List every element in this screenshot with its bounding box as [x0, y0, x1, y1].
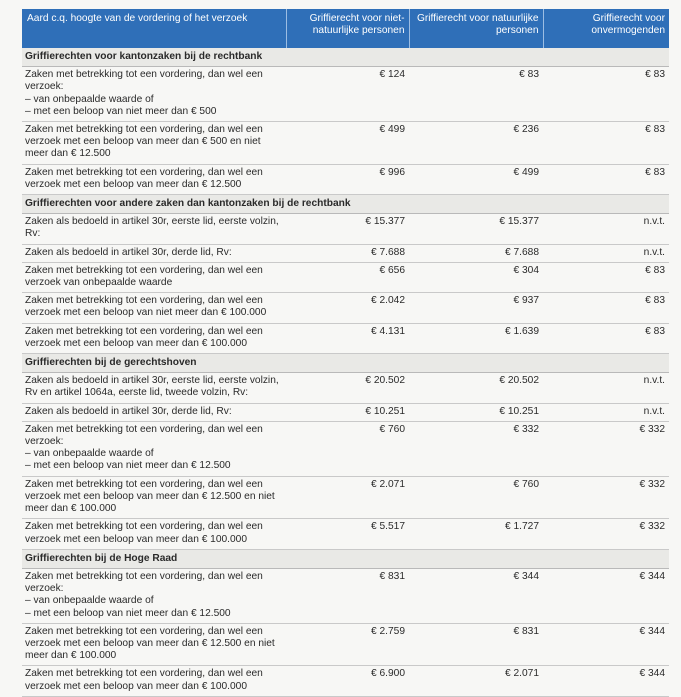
table-row: [22, 214, 669, 244]
description-line: Zaken met betrekking tot een vordering, dan wel een verzoek met een beloop van meer dan € 100.000: [25, 668, 263, 692]
table-row: [22, 323, 669, 353]
table-row: [22, 568, 669, 623]
row-description: [22, 623, 286, 666]
fee-natural-persons: € 2.071: [409, 666, 543, 696]
fee-natural-persons: € 760: [409, 476, 543, 519]
row-description: [22, 214, 286, 244]
description-line: – met een beloop van niet meer dan € 12.500: [25, 607, 231, 619]
section-title: Griffierechten voor andere zaken dan kantonzaken bij de rechtbank: [22, 195, 669, 214]
table-row: [22, 262, 669, 292]
row-description: [22, 373, 286, 403]
section-header: [22, 195, 669, 214]
table-row: [22, 403, 669, 421]
fee-non-natural-persons: € 2.042: [286, 293, 409, 323]
fee-indigent: € 83: [543, 293, 669, 323]
section-title: Griffierechten bij de Hoge Raad: [22, 549, 669, 568]
section-header: [22, 549, 669, 568]
row-description: [22, 476, 286, 519]
fee-natural-persons: € 83: [409, 67, 543, 122]
fee-indigent: € 344: [543, 623, 669, 666]
fee-indigent: € 332: [543, 519, 669, 549]
fee-non-natural-persons: € 7.688: [286, 244, 409, 262]
table-row: [22, 421, 669, 476]
description-line: – van onbepaalde waarde of: [25, 93, 154, 105]
row-description: [22, 262, 286, 292]
fee-non-natural-persons: € 656: [286, 262, 409, 292]
section-header: [22, 48, 669, 67]
fee-non-natural-persons: € 4.131: [286, 323, 409, 353]
table-row: [22, 244, 669, 262]
fee-non-natural-persons: € 6.900: [286, 666, 409, 696]
row-description: [22, 666, 286, 696]
fee-indigent: n.v.t.: [543, 244, 669, 262]
fee-non-natural-persons: € 499: [286, 122, 409, 165]
fee-non-natural-persons: € 760: [286, 421, 409, 476]
header-claim-type: Aard c.q. hoogte van de vordering of het verzoek: [22, 9, 286, 48]
description-line: Zaken met betrekking tot een vordering, dan wel een verzoek met een beloop van meer dan € 12.500 en niet meer dan € 100.000: [25, 625, 275, 662]
fee-non-natural-persons: € 2.759: [286, 623, 409, 666]
row-description: [22, 519, 286, 549]
table-row: [22, 519, 669, 549]
fee-indigent: € 83: [543, 67, 669, 122]
description-line: – van onbepaalde waarde of: [25, 448, 154, 460]
fee-natural-persons: € 304: [409, 262, 543, 292]
fee-non-natural-persons: € 5.517: [286, 519, 409, 549]
row-description: [22, 403, 286, 421]
court-fees-table: [22, 9, 669, 697]
description-line: Zaken als bedoeld in artikel 30r, derde lid, Rv:: [25, 405, 232, 417]
table-row: [22, 623, 669, 666]
table-row: [22, 164, 669, 194]
description-line: Zaken met betrekking tot een vordering, dan wel een verzoek met een beloop van meer dan € 12.500: [25, 166, 263, 190]
header-fee-indigent: Griffierecht voor onvermogenden: [543, 9, 669, 48]
fee-indigent: n.v.t.: [543, 214, 669, 244]
fee-natural-persons: € 7.688: [409, 244, 543, 262]
description-line: Zaken met betrekking tot een vordering, dan wel een verzoek met een beloop van meer dan € 100.000: [25, 521, 263, 545]
fee-indigent: € 344: [543, 568, 669, 623]
fee-natural-persons: € 236: [409, 122, 543, 165]
header-fee-natural-persons: Griffierecht voor natuurlijke personen: [409, 9, 543, 48]
table-body: [22, 48, 669, 696]
fee-indigent: € 332: [543, 476, 669, 519]
fee-natural-persons: € 937: [409, 293, 543, 323]
row-description: [22, 293, 286, 323]
description-line: Zaken met betrekking tot een vordering, dan wel een verzoek:: [25, 69, 263, 93]
description-line: Zaken met betrekking tot een vordering, dan wel een verzoek met een beloop van meer dan € 500 en niet meer dan € 12.500: [25, 124, 263, 160]
fee-non-natural-persons: € 10.251: [286, 403, 409, 421]
section-title: Griffierechten bij de gerechtshoven: [22, 354, 669, 373]
table-row: [22, 293, 669, 323]
fee-indigent: € 83: [543, 164, 669, 194]
fee-natural-persons: € 344: [409, 568, 543, 623]
fee-non-natural-persons: € 831: [286, 568, 409, 623]
fee-indigent: € 83: [543, 122, 669, 165]
fee-natural-persons: € 332: [409, 421, 543, 476]
fee-indigent: n.v.t.: [543, 373, 669, 403]
fee-natural-persons: € 831: [409, 623, 543, 666]
description-line: – van onbepaalde waarde of: [25, 595, 154, 607]
row-description: [22, 67, 286, 122]
fee-natural-persons: € 10.251: [409, 403, 543, 421]
fee-indigent: € 332: [543, 421, 669, 476]
fee-non-natural-persons: € 124: [286, 67, 409, 122]
description-line: Zaken als bedoeld in artikel 30r, derde lid, Rv:: [25, 246, 232, 258]
description-line: Zaken met betrekking tot een vordering, dan wel een verzoek met een beloop van niet meer dan € 100.000: [25, 295, 267, 319]
row-description: [22, 122, 286, 165]
description-line: – met een beloop van niet meer dan € 12.500: [25, 460, 231, 472]
description-line: Zaken met betrekking tot een vordering, dan wel een verzoek met een beloop van meer dan € 12.500 en niet meer dan € 100.000: [25, 478, 275, 515]
fee-non-natural-persons: € 20.502: [286, 373, 409, 403]
fee-natural-persons: € 499: [409, 164, 543, 194]
description-line: Zaken met betrekking tot een vordering, dan wel een verzoek:: [25, 423, 263, 448]
table-row: [22, 373, 669, 403]
row-description: [22, 568, 286, 623]
row-description: [22, 244, 286, 262]
table-row: [22, 476, 669, 519]
table-row: [22, 666, 669, 696]
table-header: [22, 9, 669, 48]
section-header: [22, 354, 669, 373]
fee-indigent: n.v.t.: [543, 403, 669, 421]
header-fee-non-natural-persons: Griffierecht voor niet-natuurlijke personen: [286, 9, 409, 48]
description-line: Zaken als bedoeld in artikel 30r, eerste lid, eerste volzin, Rv en artikel 1064a, eerste lid, tweede volzin, Rv:: [25, 375, 279, 399]
fee-indigent: € 83: [543, 262, 669, 292]
fee-natural-persons: € 15.377: [409, 214, 543, 244]
description-line: Zaken met betrekking tot een vordering, dan wel een verzoek met een beloop van meer dan € 100.000: [25, 325, 263, 349]
description-line: – met een beloop van niet meer dan € 500: [25, 105, 217, 117]
fee-indigent: € 83: [543, 323, 669, 353]
description-line: Zaken als bedoeld in artikel 30r, eerste lid, eerste volzin, Rv:: [25, 216, 279, 240]
table-row: [22, 67, 669, 122]
description-line: Zaken met betrekking tot een vordering, dan wel een verzoek van onbepaalde waarde: [25, 264, 263, 289]
fee-indigent: € 344: [543, 666, 669, 696]
row-description: [22, 323, 286, 353]
table-row: [22, 122, 669, 165]
fee-natural-persons: € 20.502: [409, 373, 543, 403]
section-title: Griffierechten voor kantonzaken bij de rechtbank: [22, 48, 669, 67]
fee-non-natural-persons: € 996: [286, 164, 409, 194]
fee-natural-persons: € 1.639: [409, 323, 543, 353]
row-description: [22, 164, 286, 194]
fee-natural-persons: € 1.727: [409, 519, 543, 549]
description-line: Zaken met betrekking tot een vordering, dan wel een verzoek:: [25, 570, 263, 595]
fee-non-natural-persons: € 15.377: [286, 214, 409, 244]
fee-non-natural-persons: € 2.071: [286, 476, 409, 519]
row-description: [22, 421, 286, 476]
